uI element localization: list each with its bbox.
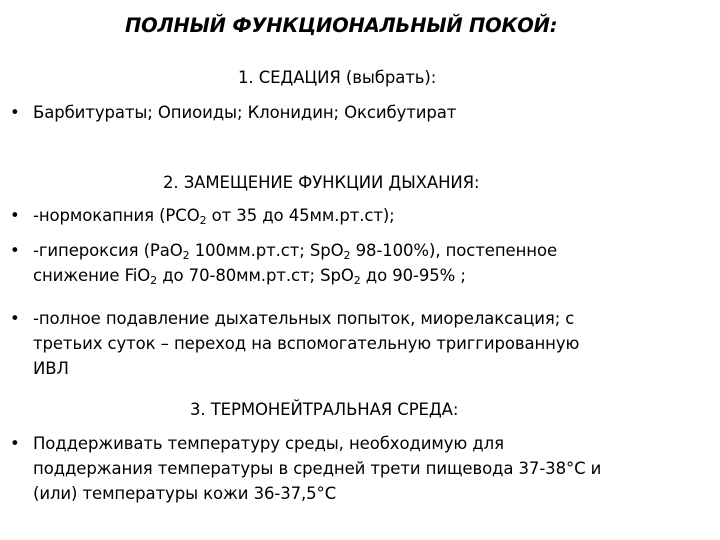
text-run: снижение FiO xyxy=(33,266,151,285)
text-run: до 70-80мм.рт.ст; SpO xyxy=(157,266,354,285)
normocapnia-text-b: от 35 до 45мм.рт.ст); xyxy=(206,206,395,225)
text-line: ИВЛ xyxy=(33,359,69,378)
slide-title: ПОЛНЫЙ ФУНКЦИОНАЛЬНЫЙ ПОКОЙ: xyxy=(125,14,558,37)
text-line: (или) температуры кожи 36-37,5°С xyxy=(33,484,337,503)
subscript: 2 xyxy=(343,249,351,262)
section-heading-ventilation: 2. ЗАМЕЩЕНИЕ ФУНКЦИИ ДЫХАНИЯ: xyxy=(163,173,480,192)
bullet-icon: • xyxy=(10,103,20,122)
section-heading-sedation: 1. СЕДАЦИЯ (выбрать): xyxy=(238,68,437,87)
section-heading-thermoneutral: 3. ТЕРМОНЕЙТРАЛЬНАЯ СРЕДА: xyxy=(190,400,459,419)
subscript: 2 xyxy=(199,214,207,227)
text-line: поддержания температуры в средней трети пищевода 37-38°С и xyxy=(33,459,602,478)
text-run: -гипероксия (РаО xyxy=(33,241,183,260)
normocapnia-item xyxy=(33,203,395,228)
text-run: 100мм.рт.ст; SpO xyxy=(189,241,344,260)
hyperoxia-line-2 xyxy=(33,263,557,288)
muscle-relaxation-item xyxy=(33,306,579,381)
bullet-icon: • xyxy=(10,206,20,225)
subscript: 2 xyxy=(182,249,190,262)
bullet-icon: • xyxy=(10,241,20,260)
bullet-icon: • xyxy=(10,434,20,453)
text-run: 98-100%), постепенное xyxy=(350,241,557,260)
subscript: 2 xyxy=(150,274,158,287)
text-line: -полное подавление дыхательных попыток, миорелаксация; с xyxy=(33,309,575,328)
sedation-drugs-item: Барбитураты; Опиоиды; Клонидин; Оксибутират xyxy=(33,103,457,122)
subscript: 2 xyxy=(353,274,361,287)
temperature-item xyxy=(33,431,601,506)
hyperoxia-item xyxy=(33,238,557,288)
text-line: Поддерживать температуру среды, необходимую для xyxy=(33,434,504,453)
text-run: до 90-95% ; xyxy=(360,266,466,285)
normocapnia-text-a: -нормокапния (РСО xyxy=(33,206,200,225)
bullet-icon: • xyxy=(10,309,20,328)
hyperoxia-line-1 xyxy=(33,238,557,263)
text-line: третьих суток – переход на вспомогательную триггированную xyxy=(33,334,580,353)
